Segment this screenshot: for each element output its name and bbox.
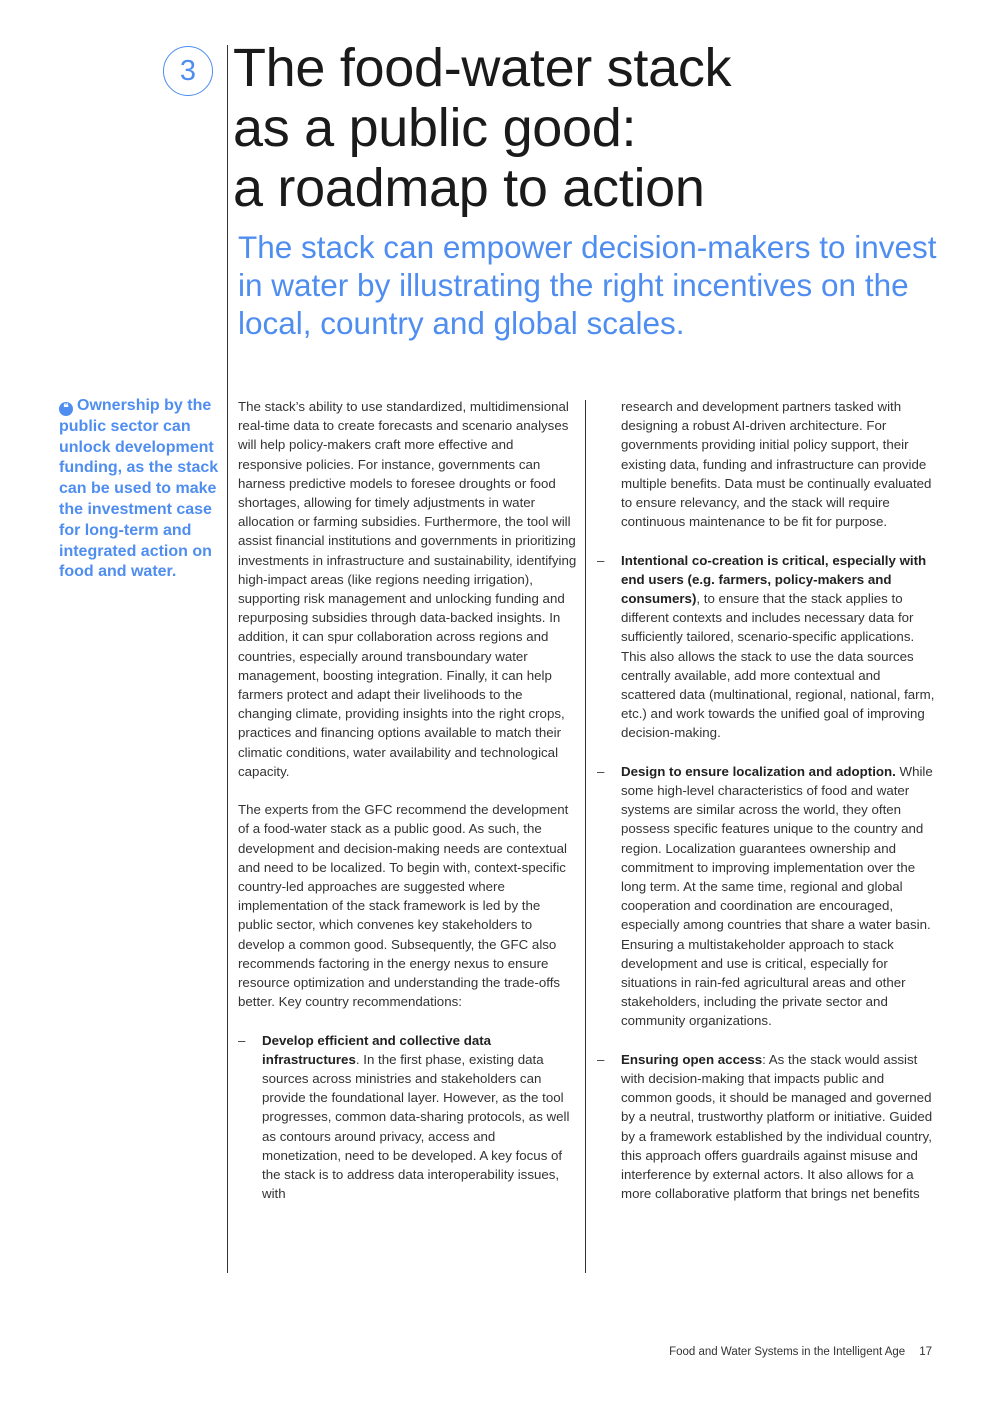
chapter-number-badge: 3 [163, 46, 213, 96]
paragraph: research and development partners tasked with designing a robust AI-driven architecture. For governments providing initial policy support, their existing data, funding and infrastructure can provide multiple benefits. Data must be continually evaluated to ensure relevancy, and the stack will require continuous maintenance to be fit for purpose. [621, 399, 932, 530]
page-title [233, 38, 731, 218]
title-line: as a public good: [233, 98, 637, 158]
bullet-item [597, 1050, 935, 1204]
bullet-heading: Ensuring open access [621, 1051, 763, 1067]
title-line: The food-water stack [233, 38, 732, 98]
page-subtitle: The stack can empower decision-makers to invest in water by illustrating the right incentives on the local, country and global scales. [238, 229, 937, 341]
pull-quote-text: Ownership by the public sector can unlock development funding, as the stack can be used to make the investment case for long-term and integrated action on food and water. [59, 397, 219, 581]
page-number: 17 [919, 1346, 932, 1358]
publication-title: Food and Water Systems in the Intelligent Age [669, 1346, 906, 1358]
paragraph: The experts from the GFC recommend the development of a food-water stack as a public good. As such, the development and decision-making needs are contextual and need to be localized. To begin with, context-specific country-led approaches are suggested where implementation of the stack framework is led by the public sector, which convenes key stakeholders to develop a common good. Subsequently, the GFC also recommends factoring in the energy nexus to ensure resource optimization and understanding the trade-offs better. Key country recommendations: [238, 802, 569, 1010]
quote-icon: ❝ [59, 402, 73, 416]
paragraph: The stack’s ability to use standardized, multidimensional real-time data to create forecasts and scenario analyses will help policy-makers craft more effective and responsive policies. For instance, governments can harness predictive models to foresee droughts or food shortages, allowing for timely adjustments in water allocation or farming subsidies. Furthermore, the tool will assist financial institutions and governments in prioritizing investments in infrastructure and sustainability, identifying high-impact areas (like regions needing irrigation), supporting risk management and unlocking funding and repurposing subsidies through data-backed insights. In addition, it can spur collaboration across regions and countries, especially around transboundary water management, boosting integration. Finally, it can help farmers protect and adapt their livelihoods to the changing climate, providing insights into the right crops, practices and financing options available to match their climatic conditions, water availability and technological capacity. [238, 399, 577, 779]
left-divider-line [227, 45, 228, 1273]
title-line: a roadmap to action [233, 158, 705, 218]
bullet-item [597, 551, 935, 743]
bullet-text: While some high-level characteristics of food and water systems are similar across the world, they often possess specific features unique to the country and region. Localization guarantees ownership and commitment to improving implementation over the long term. At the same time, regional and global cooperation and coordination are encouraged, especially among countries that share a water basin. Ensuring a multistakeholder approach to stack development and use is critical, especially for situations in rain-fed agricultural areas and other stakeholders, including the private sector and community organizations. [621, 763, 933, 1029]
bullet-dash: – [597, 1051, 605, 1067]
bullet-item [238, 1031, 578, 1204]
bullet-dash: – [238, 1032, 246, 1048]
bullet-text: . In the first phase, existing data sources across ministries and stakeholders can provide the foundational layer. However, as the tool progresses, common data-sharing protocols, as well as contours around privacy, access and monetization, need to be developed. A key focus of the stack is to address data interoperability issues, with [262, 1051, 570, 1202]
page-footer [669, 1346, 932, 1358]
bullet-text: : As the stack would assist with decision-making that impacts public and common goods, it should be managed and governed by a neutral, trustworthy platform or initiative. Guided by a framework established by the individual country, this approach offers guardrails against misuse and interference by external actors. It also allows for a more collaborative platform that brings net benefits [621, 1051, 933, 1202]
bullet-item [597, 762, 935, 1031]
bullet-heading: Design to ensure localization and adoption. [621, 763, 896, 779]
body-column-2 [597, 397, 935, 1223]
bullet-dash: – [597, 763, 605, 779]
bullet-heading: Intentional co-creation is critical, especially with end users (e.g. farmers, policy-makers and consumers) [621, 552, 927, 607]
pull-quote [59, 396, 219, 583]
bullet-heading: Develop efficient and collective data infrastructures [262, 1032, 492, 1067]
bullet-text: , to ensure that the stack applies to different contexts and includes necessary data for sufficiently tailored, scenario-specific applications. This also allows the stack to use the data sources centrally available, add more contextual and scattered data (multinational, regional, national, farm, etc.) and work towards the unified goal of improving decision-making. [621, 591, 935, 741]
bullet-dash: – [597, 552, 605, 568]
column-divider-line [585, 400, 586, 1273]
body-column-1 [238, 397, 578, 1223]
